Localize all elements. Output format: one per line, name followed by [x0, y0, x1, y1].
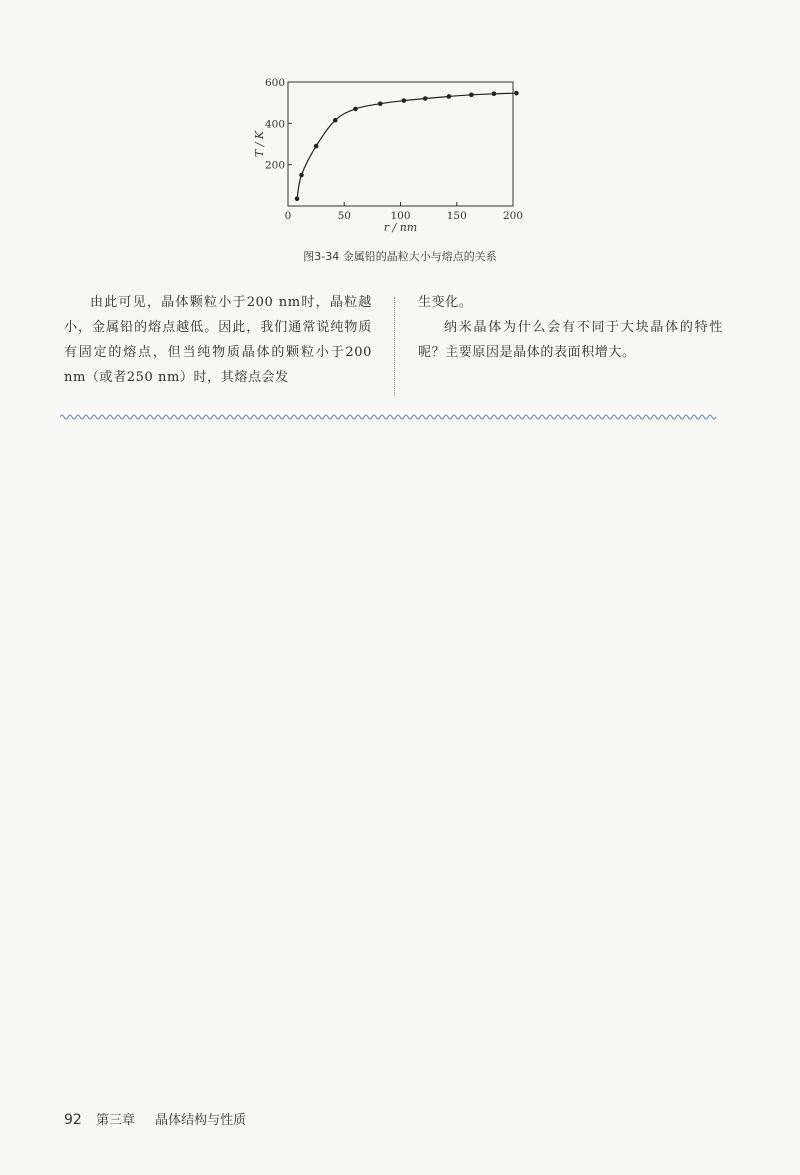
- chart-svg: [240, 70, 540, 250]
- x-tick-label: 150: [446, 210, 467, 222]
- paragraph-2: 纳米晶体为什么会有不同于大块晶体的特性呢？主要原因是晶体的表面积增大。: [418, 320, 723, 360]
- data-point: [492, 91, 497, 96]
- column-divider: [394, 297, 395, 395]
- figure-caption: 图3-34 金属铅的晶粒大小与熔点的关系: [303, 250, 497, 263]
- paragraph-1: 由此可见，晶体颗粒小于200 nm时，晶粒越小，金属铅的熔点越低。因此，我们通常说纯物质有固定的熔点，但当纯物质晶体的颗粒小于200 nm（或者250 nm）时，其熔点会发: [64, 295, 372, 385]
- data-point: [402, 98, 407, 103]
- y-tick-label: 400: [264, 118, 285, 131]
- data-point: [423, 96, 428, 101]
- series-line: [297, 93, 516, 199]
- y-tick-label: 600: [264, 77, 285, 89]
- x-tick-label: 0: [284, 210, 292, 222]
- data-point: [295, 196, 300, 201]
- data-point: [314, 144, 319, 149]
- chapter-label: 第三章: [95, 1113, 135, 1128]
- x-tick-label: 100: [390, 210, 411, 222]
- x-axis-label: r / nm: [383, 221, 418, 234]
- x-tick-label: 200: [502, 210, 524, 222]
- wavy-divider: [60, 410, 720, 424]
- x-tick-label: 50: [337, 210, 351, 222]
- paragraph-1-continued: 生变化。: [418, 295, 473, 310]
- data-point: [299, 173, 304, 178]
- data-point: [469, 93, 474, 98]
- page-footer: [64, 1109, 246, 1128]
- y-axis-label: T / K: [253, 130, 266, 158]
- page-number: 92: [64, 1112, 82, 1128]
- wavy-line: [60, 415, 716, 419]
- data-point: [353, 107, 358, 112]
- y-tick-label: 200: [264, 159, 285, 172]
- data-point: [378, 101, 383, 106]
- right-column: [418, 290, 723, 365]
- left-column: [64, 290, 372, 390]
- chapter-title: 晶体结构与性质: [155, 1113, 247, 1128]
- melting-point-chart: [240, 70, 540, 250]
- data-point: [447, 94, 452, 99]
- data-point: [514, 91, 519, 96]
- data-point: [333, 118, 338, 123]
